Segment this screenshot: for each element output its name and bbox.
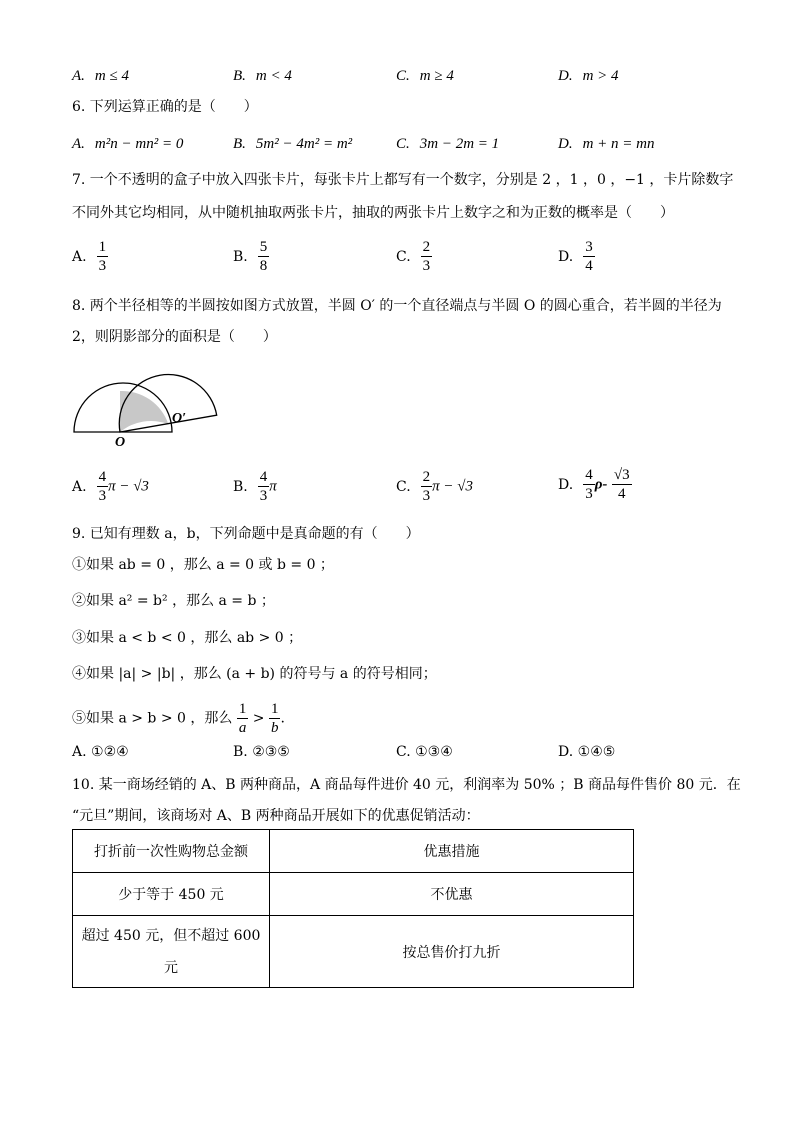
q9-item-5: [72, 700, 285, 737]
fraction-one-over-a: [237, 700, 249, 737]
option-label: C.: [396, 744, 411, 760]
fraction: [258, 238, 270, 275]
denominator: 3: [422, 258, 431, 274]
denominator: 8: [259, 258, 268, 274]
fraction: [583, 466, 595, 503]
numerator: 1: [270, 701, 279, 717]
q5-option-a: [72, 66, 129, 86]
denominator: 3: [422, 488, 431, 504]
q6-stem: 6. 下列运算正确的是（ ）: [72, 99, 258, 115]
table-header-cell: 打折前一次性购物总金额: [73, 830, 270, 873]
item5-end: .: [280, 710, 285, 727]
q9-option-a: [72, 742, 129, 762]
option-text: m > 4: [582, 68, 619, 84]
option-tail: π − √3: [432, 478, 474, 495]
denominator: 3: [98, 488, 107, 504]
numerator: 2: [422, 239, 431, 255]
option-text: m ≥ 4: [419, 68, 454, 84]
option-label: B.: [233, 68, 246, 84]
fraction: [421, 238, 433, 275]
option-label: D.: [558, 136, 573, 152]
range-text-line-2: 元: [164, 959, 178, 976]
option-label: C.: [396, 478, 411, 495]
fraction-sqrt: [612, 466, 632, 503]
option-tail: π: [269, 478, 277, 495]
option-text: ①③④: [415, 744, 453, 760]
fraction: [421, 468, 433, 505]
q5-option-b: [233, 66, 292, 86]
fraction: [258, 468, 270, 505]
numerator: 1: [98, 239, 107, 255]
table-header-cell: 优惠措施: [270, 830, 634, 873]
option-text: ②③⑤: [252, 744, 290, 760]
table-cell-discount: 不优惠: [270, 873, 634, 916]
table-cell-range: [73, 916, 270, 988]
option-label: A.: [72, 478, 87, 495]
fraction-one-over-b: [269, 700, 281, 737]
q5-option-c: [396, 66, 454, 86]
option-text: 5m² − 4m² = m²: [255, 136, 353, 152]
numerator: 1: [238, 701, 247, 717]
option-label: C.: [396, 136, 410, 152]
option-label: A.: [72, 68, 85, 84]
q9-option-c: [396, 742, 453, 762]
q6-option-a: [72, 134, 183, 154]
label-o: O: [115, 435, 126, 450]
option-label: D.: [558, 744, 574, 760]
q10-line-1: 10. 某一商场经销的 A、B 两种商品，A 商品每件进价 40 元，利润率为 50% ；B 商品每件售价 80 元．在: [72, 777, 741, 793]
q9-item-2: ②如果 a² = b² ，那么 a = b ；: [72, 593, 275, 609]
numerator: 4: [98, 469, 107, 485]
denominator: 4: [617, 486, 626, 502]
q7-line-1: 7. 一个不透明的盒子中放入四张卡片，每张卡片上都写有一个数字，分别是 2 ，1 ，0 ，−1 ，卡片除数字: [72, 172, 734, 188]
table-row: [73, 873, 634, 916]
range-text: 少于等于 450 元: [118, 887, 224, 903]
fraction: [97, 468, 109, 505]
q7-option-c: [396, 238, 432, 275]
q7-line-2: 不同外其它均相同，从中随机抽取两张卡片，抽取的两张卡片上数字之和为正数的概率是（ ）: [72, 205, 674, 221]
numerator: 5: [259, 239, 268, 255]
option-text: 3m − 2m = 1: [419, 136, 500, 152]
option-label: B.: [233, 744, 248, 760]
denominator: a: [238, 720, 247, 736]
fraction: [583, 238, 595, 275]
table-cell-discount: 按总售价打九折: [270, 916, 634, 988]
q9-option-b: [233, 742, 290, 762]
option-text: m²n − mn² = 0: [94, 136, 184, 152]
option-text: m ≤ 4: [94, 68, 129, 84]
q9-item-4: ④如果 |a| > |b| ，那么 (a + b) 的符号与 a 的符号相同；: [72, 666, 437, 682]
option-label: A.: [72, 744, 87, 760]
option-label: D.: [558, 476, 574, 493]
q7-option-b: [233, 238, 269, 275]
option-label: A.: [72, 248, 87, 265]
q6-option-d: [558, 134, 655, 154]
q9-option-d: [558, 742, 615, 762]
q6-option-b: [233, 134, 352, 154]
table-row: [73, 916, 634, 988]
numerator: 4: [585, 467, 593, 483]
option-tail: π − √3: [108, 478, 149, 495]
option-label: B.: [233, 248, 248, 265]
option-tail: ρ-: [594, 476, 608, 493]
option-label: C.: [396, 248, 411, 265]
q9-item-3: ③如果 a < b < 0 ，那么 ab > 0 ；: [72, 630, 303, 646]
denominator: b: [270, 720, 279, 736]
option-label: D.: [558, 248, 574, 265]
q5-option-d: [558, 66, 619, 86]
option-label: A.: [72, 136, 85, 152]
numerator: 2: [422, 469, 431, 485]
option-text: m + n = mn: [582, 136, 655, 152]
table-header-row: [73, 830, 634, 873]
greater-than-sign: >: [252, 710, 265, 727]
numerator: 4: [259, 469, 268, 485]
label-o-prime: O′: [172, 411, 187, 426]
promotion-table: [72, 829, 634, 988]
option-label: B.: [233, 478, 248, 495]
q9-stem: 9. 已知有理数 a，b，下列命题中是真命题的有（ ）: [72, 526, 420, 542]
denominator: 3: [98, 258, 107, 274]
item5-prefix: ⑤如果 a > b > 0 ，那么: [72, 710, 233, 727]
denominator: 3: [259, 488, 268, 504]
option-label: C.: [396, 68, 410, 84]
range-text-line-1: 超过 450 元，但不超过 600: [81, 927, 261, 944]
q8-option-a: [72, 468, 149, 505]
denominator: 4: [585, 258, 593, 274]
numerator: √3: [613, 467, 630, 483]
q8-line-1: 8. 两个半径相等的半圆按如图方式放置，半圆 O′ 的一个直径端点与半圆 O 的圆心重合，若半圆的半径为: [72, 298, 722, 314]
fraction: [97, 238, 109, 275]
numerator: 3: [585, 239, 593, 255]
table-cell-range: [73, 873, 270, 916]
q7-option-d: [558, 238, 595, 275]
option-label: D.: [558, 68, 573, 84]
q7-option-a: [72, 238, 108, 275]
option-text: ①④⑤: [577, 744, 616, 760]
q8-option-b: [233, 468, 277, 505]
q6-option-c: [396, 134, 499, 154]
q8-option-c: [396, 468, 473, 505]
q10-line-2: “元旦”期间，该商场对 A、B 两种商品开展如下的优惠促销活动：: [72, 808, 480, 824]
denominator: 3: [585, 486, 593, 502]
option-text: ①②④: [91, 744, 129, 760]
option-label: B.: [233, 136, 246, 152]
q8-option-d: [558, 466, 632, 503]
q9-item-1: ①如果 ab = 0 ，那么 a = 0 或 b = 0 ；: [72, 557, 334, 573]
q8-line-2: 2，则阴影部分的面积是（ ）: [72, 329, 277, 345]
option-text: m < 4: [255, 68, 292, 84]
semicircles-figure: [70, 360, 230, 450]
